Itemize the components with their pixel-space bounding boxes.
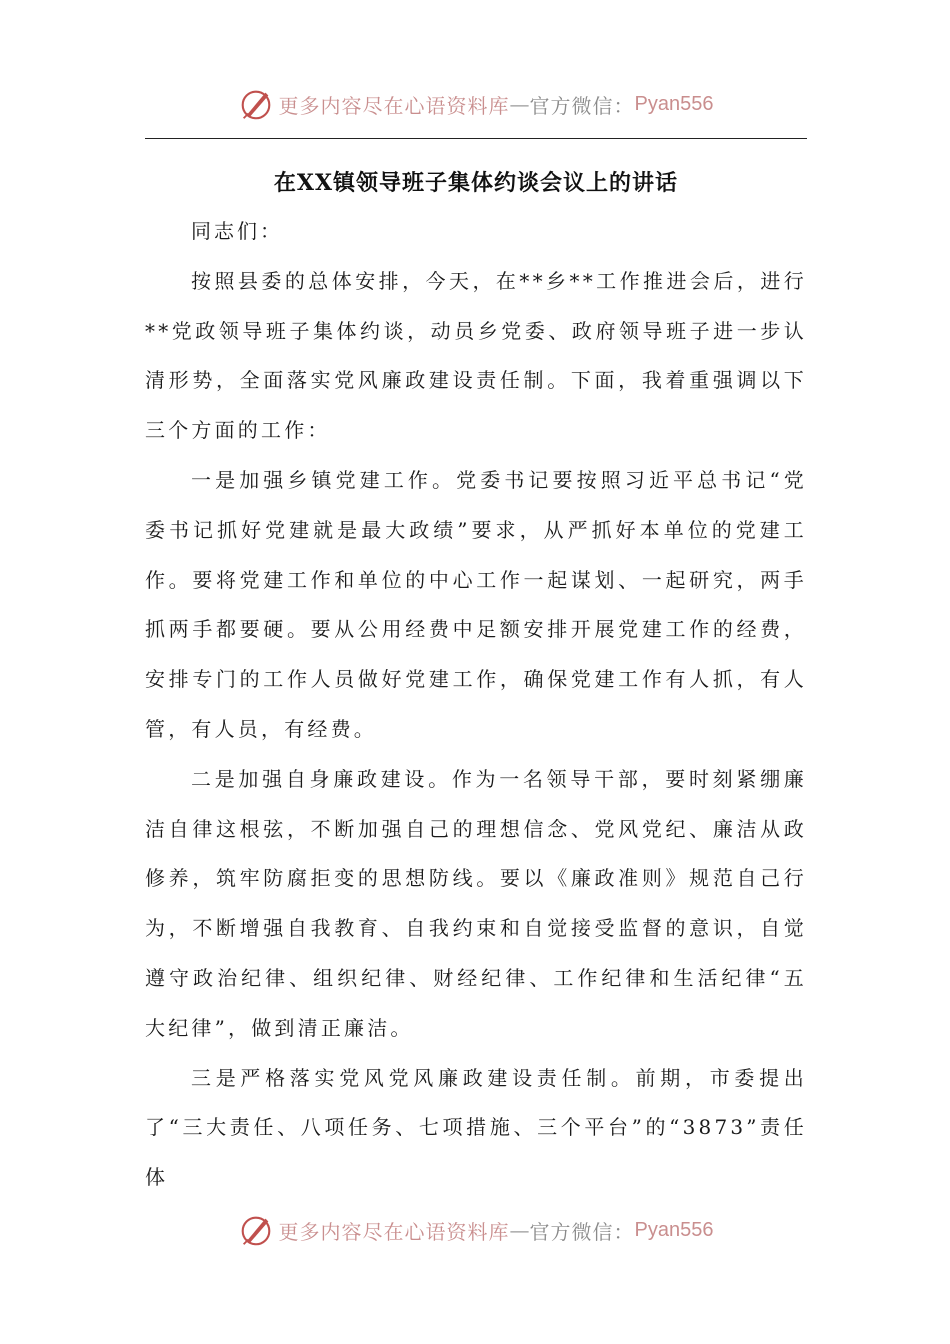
header-divider xyxy=(145,138,807,139)
paragraph-2: 二是加强自身廉政建设。作为一名领导干部，要时刻紧绷廉洁自律这根弦，不断加强自己的理想信念、党风党纪、廉洁从政修养，筑牢防腐拒变的思想防线。要以《廉政准则》规范自己行为，不断增强自我教育、自我约束和自觉接受监督的意识，自觉遵守政治纪律、组织纪律、财经纪律、工作纪律和生活纪律“五大纪律”，做到清正廉洁。 xyxy=(145,766,807,1040)
watermark-dash: — xyxy=(509,92,530,116)
watermark-text: 更多内容尽在心语资料库 xyxy=(278,1219,510,1244)
watermark-dash: — xyxy=(509,1218,530,1242)
paragraph-1: 一是加强乡镇党建工作。党委书记要按照习近平总书记“党委书记抓好党建就是最大政绩”要求，从严抓好本单位的党建工作。要将党建工作和单位的中心工作一起谋划、一起研究，两手抓两手都要硬。要从公用经费中足额安排开展党建工作的经费，安排专门的工作人员做好党建工作，确保党建工作有人抓，有人管，有人员，有经费。 xyxy=(145,467,807,741)
watermark-label: 官方微信： xyxy=(529,1219,635,1244)
footer-watermark xyxy=(0,1208,950,1252)
watermark-label: 官方微信： xyxy=(529,93,635,118)
paragraph-3: 三是严格落实党风党风廉政建设责任制。前期，市委提出了“三大责任、八项任务、七项措施、三个平台”的“3873”责任体 xyxy=(145,1065,807,1190)
greeting: 同志们： xyxy=(191,219,283,243)
paragraph-intro: 按照县委的总体安排，今天，在**乡**工作推进会后，进行**党政领导班子集体约谈，动员乡党委、政府领导班子进一步认清形势，全面落实党风廉政建设责任制。下面，我着重强调以下三个方面的工作： xyxy=(145,268,807,443)
watermark-id: Pyan556 xyxy=(634,92,714,115)
document-title: 在XX镇领导班子集体约谈会议上的讲话 xyxy=(273,170,679,196)
document-body xyxy=(145,207,807,1203)
watermark-text: 更多内容尽在心语资料库 xyxy=(278,93,510,118)
quill-logo-icon xyxy=(237,85,275,123)
watermark-id: Pyan556 xyxy=(634,1218,714,1241)
header-watermark xyxy=(0,82,950,126)
quill-logo-icon xyxy=(237,1211,275,1249)
